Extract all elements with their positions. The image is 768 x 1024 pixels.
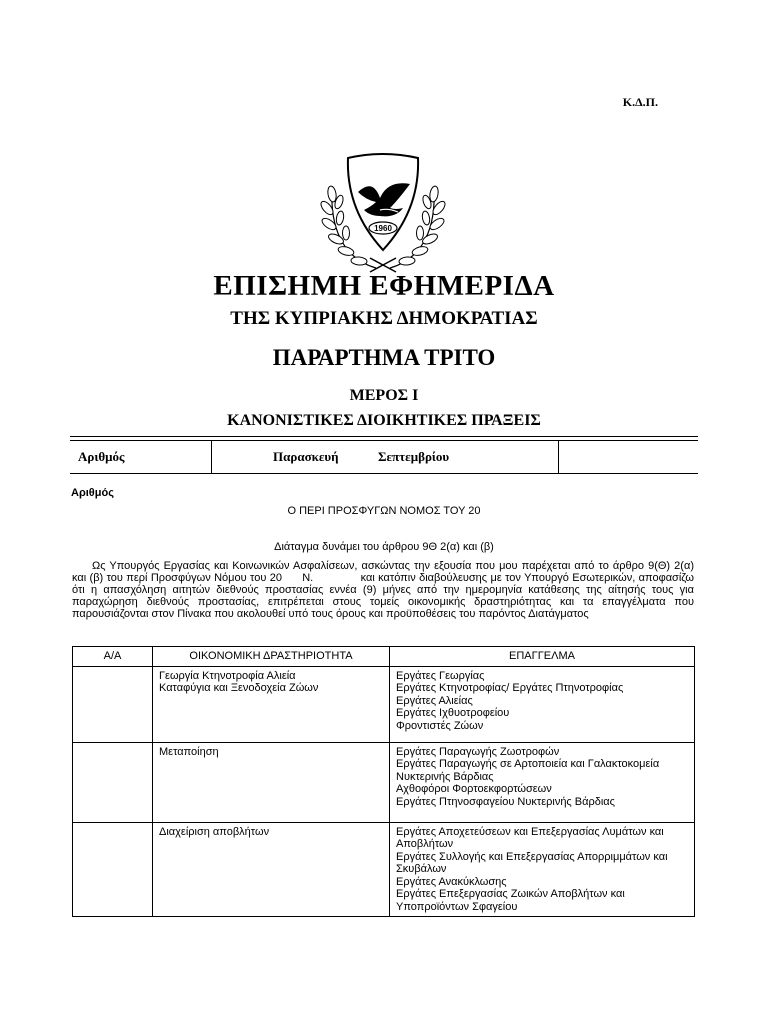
issue-bar-top-rule-2 [70, 440, 698, 441]
activity-line: Διαχείριση αποβλήτων [159, 825, 270, 838]
document-code: Κ.Δ.Π. [622, 95, 658, 109]
issue-bar-divider [211, 440, 212, 474]
activity-line: Μεταποίηση [159, 745, 219, 758]
section-title: ΚΑΝΟΝΙΣΤΙΚΕΣ ΔΙΟΙΚΗΤΙΚΕΣ ΠΡΑΞΕΙΣ [227, 412, 541, 429]
table-row [73, 822, 695, 917]
emblem-year: 1960 [374, 224, 392, 233]
document-number-label: Αριθμός [71, 487, 114, 499]
activity-line: Καταφύγια και Ξενοδοχεία Ζώων [159, 682, 319, 694]
issue-bar-bottom-rule [70, 473, 698, 474]
issue-month: Σεπτεμβρίου [378, 449, 450, 464]
occupation-line: Εργάτες Παραγωγής Ζωοτροφών [396, 745, 560, 758]
row-number [73, 666, 153, 742]
occupation-line: Εργάτες Κτηνοτροφίας/ Εργάτες Πτηνοτροφίας [396, 682, 624, 694]
occupation-line: Εργάτες Αποχετεύσεων και Επεξεργασίας Λυμάτων και Αποβλήτων [396, 825, 664, 850]
occupation-line: Εργάτες Επεξεργασίας Ζωικών Αποβλήτων και Υποπροϊόντων Σφαγείου [396, 888, 625, 913]
occupation-line: Εργάτες Ανακύκλωσης [396, 875, 507, 888]
occupation-line: Αχθοφόροι Φορτοεκφορτώσεων [396, 783, 552, 795]
activity-line: Γεωργία Κτηνοτροφία Αλιεία [159, 669, 296, 682]
activity-cell [153, 822, 390, 917]
issue-bar-divider [558, 440, 559, 474]
occupation-cell [390, 666, 695, 742]
occupation-line: Εργάτες Ιχθυοτροφείου [396, 707, 510, 719]
part-title: ΜΕΡΟΣ Ι [349, 387, 419, 404]
occupation-line: Εργάτες Πτηνοσφαγείου Νυκτερινής Βάρδιας [396, 795, 615, 808]
law-title: Ο ΠΕΡΙ ΠΡΟΣΦΥΓΩΝ ΝΟΜΟΣ ΤΟΥ 20 [287, 505, 481, 517]
gazette-subtitle: ΤΗΣ ΚΥΠΡΙΑΚΗΣ ΔΗΜΟΚΡΑΤΙΑΣ [230, 308, 538, 329]
gazette-title: ΕΠΙΣΗΜΗ ΕΦΗΜΕΡΙΔΑ [213, 270, 555, 302]
occupation-cell [390, 742, 695, 822]
table-row [73, 666, 695, 742]
row-number [73, 742, 153, 822]
table-header-row [73, 647, 695, 667]
coat-of-arms-emblem [318, 150, 448, 275]
occupations-table [72, 646, 695, 917]
issue-bar-top-rule [70, 436, 698, 437]
column-header-number: Α/Α [73, 647, 153, 667]
table-row [73, 742, 695, 822]
activity-cell [153, 666, 390, 742]
occupation-line: Εργάτες Αλιείας [396, 694, 473, 707]
issue-day: Παρασκευή [273, 449, 339, 464]
occupation-line: Εργάτες Συλλογής και Επεξεργασίας Απορριμμάτων και Σκυβάλων [396, 850, 668, 875]
occupation-line: Φροντιστές Ζώων [396, 719, 484, 732]
column-header-occupation: ΕΠΑΓΓΕΛΜΑ [390, 647, 695, 667]
decree-body-text: Ως Υπουργός Εργασίας και Κοινωνικών Ασφαλίσεων, ασκώντας την εξουσία που μου παρέχεται από το άρθρο 9(Θ) 2(α) και (β) του περί Προσφύγων Νόμου του 20 Ν. και κατόπιν διαβούλευσης με τον Υπουργό Εσωτερικών, αποφασίζω ότι η απασχόληση αιτητών διεθνούς προστασίας εννέα (9) μήνες από την ημερομηνία κατάθεσης της αίτησής τους για παραχώρηση διεθνούς προστασίας, επιτρέπεται στους τομείς οικονομικής δραστηριότητας και τα επαγγέλματα που παρουσιάζονται στον Πίνακα που ακολουθεί υπό τους όρους και προϋποθέσεις του παρόντος Διατάγματος [72, 560, 698, 620]
issue-bar [70, 436, 698, 474]
issue-number-label: Αριθμός [78, 449, 125, 464]
occupation-line: Εργάτες Γεωργίας [396, 669, 485, 682]
occupation-cell [390, 822, 695, 917]
supplement-title: ΠΑΡΑΡΤΗΜΑ ΤΡΙΤΟ [272, 345, 496, 370]
row-number [73, 822, 153, 917]
activity-cell [153, 742, 390, 822]
occupation-line: Εργάτες Παραγωγής σε Αρτοποιεία και Γαλακτοκομεία Νυκτερινής Βάρδιας [396, 758, 660, 783]
column-header-activity: ΟΙΚΟΝΟΜΙΚΗ ΔΡΑΣΤΗΡΙΟΤΗΤΑ [153, 647, 390, 667]
decree-title: Διάταγμα δυνάμει του άρθρου 9Θ 2(α) και (β) [274, 541, 494, 553]
